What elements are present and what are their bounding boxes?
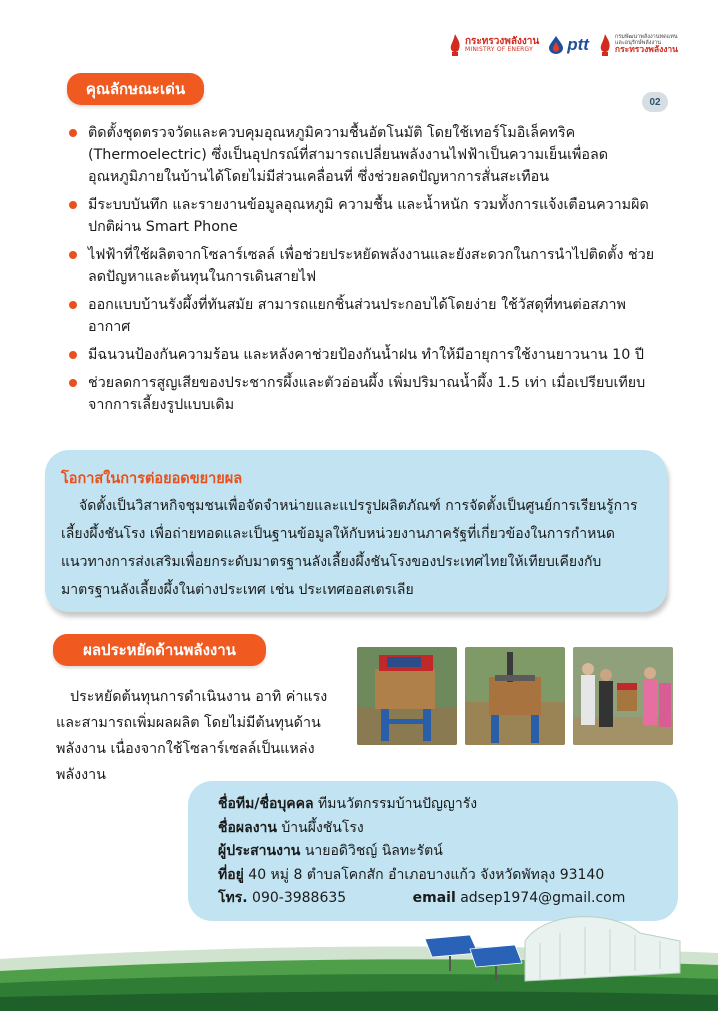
photo-beehive-solar	[357, 647, 457, 745]
features-heading: คุณลักษณะเด่น	[67, 73, 204, 105]
photo-team-visit	[573, 647, 673, 745]
bullet-icon	[69, 201, 77, 209]
page-number: 02	[642, 92, 668, 112]
email-label: email	[412, 890, 456, 906]
dept-name-line1: กรมพัฒนาพลังงานทดแทน	[614, 33, 678, 40]
flame-icon	[449, 34, 461, 56]
list-item: ช่วยลดการสูญเสียของประชากรผึ้งและตัวอ่อนผึ้ง เพิ่มปริมาณน้ำผึ้ง 1.5 เท่า เมื่อเปรียบเทียบจากการเลี้ยงรูปแบบเดิม	[66, 372, 656, 416]
header-logos	[449, 34, 678, 56]
opportunity-text: จัดตั้งเป็นวิสาหกิจชุมชนเพื่อจัดจำหน่ายและแปรรูปผลิตภัณฑ์ การจัดตั้งเป็นศูนย์การเรียนรู้การเลี้ยงผึ้งชันโรง เพื่อถ่ายทอดและเป็นฐานข้อมูลให้กับหน่วยงานภาครัฐที่เกี่ยวข้องในการกำหนดแนวทางการส่งเสริมเพื่อยกระดับมาตรฐานลังเลี้ยงผึ้งชันโรงของประเทศไทยให้เทียบเคียงกับมาตรฐานลังเลี้ยงผึ้งในต่างประเทศ เช่น ประเทศออสเตรเลีย	[61, 498, 638, 598]
bullet-icon	[69, 379, 77, 387]
contact-info-box	[188, 781, 678, 921]
photo-beehive-device	[465, 647, 565, 745]
list-item: ออกแบบบ้านรังผึ้งที่ทันสมัย สามารถแยกชิ้นส่วนประกอบได้โดยง่าย ใช้วัสดุที่ทนต่อสภาพอากาศ	[66, 294, 656, 338]
list-item: ไฟฟ้าที่ใช้ผลิตจากโซลาร์เซลล์ เพื่อช่วยประหยัดพลังงานและยังสะดวกในการนำไปติดตั้ง ช่วยลดปัญหาและต้นทุนในการเดินสายไฟ	[66, 244, 656, 288]
address-label: ที่อยู่	[218, 866, 244, 883]
dede-logo	[599, 34, 678, 56]
dept-name-line3: กระทรวงพลังงาน	[614, 45, 678, 56]
team-value: ทีมนวัตกรรมบ้านปัญญารัง	[318, 796, 478, 812]
email-value: adsep1974@gmail.com	[460, 890, 626, 906]
field-illustration	[0, 911, 718, 1011]
phone-value: 090-3988635	[252, 890, 347, 906]
coordinator-value: นายอดิวิชญ์ นิลทะรัตน์	[304, 843, 443, 859]
list-item: มีฉนวนป้องกันความร้อน และหลังคาช่วยป้องกันน้ำฝน ทำให้มีอายุการใช้งานยาวนาน 10 ปี	[66, 344, 656, 366]
bullet-icon	[69, 351, 77, 359]
address-row	[218, 864, 678, 888]
greenhouse-icon	[525, 917, 680, 981]
work-row	[218, 817, 678, 841]
moe-thai-name: กระทรวงพลังงาน	[465, 35, 540, 47]
phone-email-row	[218, 887, 678, 911]
work-value: บ้านผึ้งชันโรง	[281, 819, 364, 836]
dept-name-line2: และอนุรักษ์พลังงาน	[614, 39, 661, 46]
phone-label: โทร.	[218, 890, 248, 906]
ptt-logo	[549, 35, 589, 55]
bullet-icon	[69, 301, 77, 309]
address-value: 40 หมู่ 8 ตำบลโคกสัก อำเภอบางแก้ว จังหวัดพัทลุง 93140	[248, 866, 605, 883]
coordinator-label: ผู้ประสานงาน	[218, 843, 301, 859]
flame-icon	[599, 34, 611, 56]
list-item: มีระบบบันทึก และรายงานข้อมูลอุณหภูมิ ความชื้น และน้ำหนัก รวมทั้งการแจ้งเตือนความผิดปกติผ่าน Smart Phone	[66, 194, 656, 238]
moe-english-name: MINISTRY OF ENERGY	[465, 46, 533, 54]
team-row	[218, 793, 678, 817]
opportunity-box	[45, 450, 667, 612]
bullet-icon	[69, 129, 77, 137]
features-list	[66, 122, 656, 422]
work-label: ชื่อผลงาน	[218, 819, 277, 836]
ministry-of-energy-logo	[449, 34, 539, 56]
list-item: ติดตั้งชุดตรวจวัดและควบคุมอุณหภูมิความชื้นอัตโนมัติ โดยใช้เทอร์โมอิเล็คทริค (Thermoelectric) ซึ่งเป็นอุปกรณ์ที่สามารถเปลี่ยนพลังงานไฟฟ้าเป็นความเย็นเพื่อลดอุณหภูมิภายในบ้านได้โดยไม่มีส่วนเคลื่อนที่ ซึ่งช่วยลดปัญหาการสั่นสะเทือน	[66, 122, 656, 188]
ptt-drop-icon	[549, 36, 563, 54]
team-label: ชื่อทีม/ชื่อบุคคล	[218, 796, 314, 812]
savings-heading: ผลประหยัดด้านพลังงาน	[53, 634, 266, 666]
opportunity-title: โอกาสในการต่อยอดขยายผล	[61, 471, 243, 487]
ptt-wordmark: ptt	[567, 35, 589, 54]
coordinator-row	[218, 840, 678, 864]
bullet-icon	[69, 251, 77, 259]
savings-text: ประหยัดต้นทุนการดำเนินงาน อาทิ ค่าแรง และสามารถเพิ่มผลผลิต โดยไม่มีต้นทุนด้านพลังงาน เนื่องจากใช้โซลาร์เซลล์เป็นแหล่งพลังงาน	[56, 689, 328, 783]
